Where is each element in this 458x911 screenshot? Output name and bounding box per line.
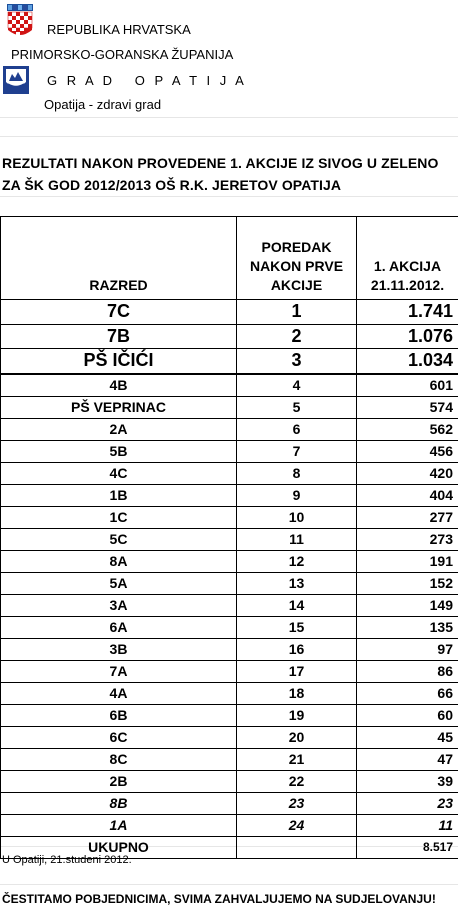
congratulations-note: ČESTITAMO POBJEDNICIMA, SVIMA ZAHVALJUJEMO NA SUDJELOVANJU! xyxy=(2,892,436,906)
table-row xyxy=(1,506,458,528)
column-header-razred: RAZRED xyxy=(1,217,237,300)
table-row xyxy=(1,814,458,836)
cell-akcija: 562 xyxy=(357,418,458,440)
cell-akcija: 456 xyxy=(357,440,458,462)
total-empty-cell xyxy=(237,836,357,858)
cell-poredak: 20 xyxy=(237,726,357,748)
table-header-row xyxy=(1,217,458,300)
cell-razred: 4A xyxy=(1,682,237,704)
cell-poredak: 19 xyxy=(237,704,357,726)
table-row xyxy=(1,770,458,792)
cell-poredak: 9 xyxy=(237,484,357,506)
cell-poredak: 21 xyxy=(237,748,357,770)
cell-akcija: 39 xyxy=(357,770,458,792)
cell-poredak: 10 xyxy=(237,506,357,528)
cell-razred: 8B xyxy=(1,792,237,814)
table-row xyxy=(1,528,458,550)
place-date: U Opatiji, 21.studeni 2012. xyxy=(2,854,132,866)
cell-akcija: 601 xyxy=(357,374,458,397)
croatia-coat-of-arms-icon xyxy=(7,4,33,38)
results-table xyxy=(0,216,458,859)
cell-akcija: 23 xyxy=(357,792,458,814)
table-row xyxy=(1,660,458,682)
cell-akcija: 191 xyxy=(357,550,458,572)
cell-akcija: 574 xyxy=(357,396,458,418)
header-county: PRIMORSKO-GORANSKA ŽUPANIJA xyxy=(11,47,234,62)
cell-poredak: 11 xyxy=(237,528,357,550)
column-header-poredak: POREDAK NAKON PRVE AKCIJE xyxy=(237,217,357,300)
table-row xyxy=(1,704,458,726)
title-line-1: REZULTATI NAKON PROVEDENE 1. AKCIJE IZ SIVOG U ZELENO xyxy=(2,155,439,171)
cell-poredak: 16 xyxy=(237,638,357,660)
cell-akcija: 47 xyxy=(357,748,458,770)
cell-razred: 6A xyxy=(1,616,237,638)
cell-razred: 6C xyxy=(1,726,237,748)
cell-razred: 4B xyxy=(1,374,237,397)
cell-poredak: 5 xyxy=(237,396,357,418)
table-row xyxy=(1,594,458,616)
cell-poredak: 12 xyxy=(237,550,357,572)
cell-poredak: 18 xyxy=(237,682,357,704)
cell-poredak: 6 xyxy=(237,418,357,440)
cell-poredak: 7 xyxy=(237,440,357,462)
cell-akcija: 1.034 xyxy=(357,349,458,374)
cell-poredak: 14 xyxy=(237,594,357,616)
cell-akcija: 60 xyxy=(357,704,458,726)
cell-poredak: 4 xyxy=(237,374,357,397)
cell-razred: PŠ IČIĆI xyxy=(1,349,237,374)
cell-poredak: 22 xyxy=(237,770,357,792)
cell-poredak: 15 xyxy=(237,616,357,638)
table-row xyxy=(1,418,458,440)
cell-poredak: 8 xyxy=(237,462,357,484)
table-row xyxy=(1,484,458,506)
table-row xyxy=(1,726,458,748)
table-row xyxy=(1,440,458,462)
table-row xyxy=(1,792,458,814)
header-city: G R A D O P A T I J A xyxy=(47,73,247,88)
table-row xyxy=(1,349,458,374)
total-value: 8.517 xyxy=(357,836,458,858)
cell-razred: 7B xyxy=(1,324,237,349)
cell-poredak: 23 xyxy=(237,792,357,814)
header-republic: REPUBLIKA HRVATSKA xyxy=(47,22,191,37)
cell-razred: 5B xyxy=(1,440,237,462)
column-header-akcija: 1. AKCIJA 21.11.2012. xyxy=(357,217,458,300)
cell-razred: 2B xyxy=(1,770,237,792)
cell-akcija: 1.741 xyxy=(357,300,458,325)
cell-poredak: 2 xyxy=(237,324,357,349)
cell-akcija: 97 xyxy=(357,638,458,660)
cell-akcija: 66 xyxy=(357,682,458,704)
cell-akcija: 149 xyxy=(357,594,458,616)
table-row xyxy=(1,462,458,484)
cell-razred: 1C xyxy=(1,506,237,528)
cell-razred: 5C xyxy=(1,528,237,550)
table-row xyxy=(1,638,458,660)
table-row xyxy=(1,616,458,638)
cell-poredak: 24 xyxy=(237,814,357,836)
table-row xyxy=(1,682,458,704)
cell-razred: 2A xyxy=(1,418,237,440)
cell-akcija: 404 xyxy=(357,484,458,506)
cell-poredak: 17 xyxy=(237,660,357,682)
cell-akcija: 420 xyxy=(357,462,458,484)
table-row xyxy=(1,300,458,325)
total-label: UKUPNO xyxy=(1,836,237,858)
cell-poredak: 13 xyxy=(237,572,357,594)
cell-razred: 4C xyxy=(1,462,237,484)
cell-akcija: 152 xyxy=(357,572,458,594)
opatija-city-logo-icon xyxy=(3,66,29,94)
cell-akcija: 45 xyxy=(357,726,458,748)
cell-razred: 7A xyxy=(1,660,237,682)
table-row xyxy=(1,324,458,349)
cell-akcija: 86 xyxy=(357,660,458,682)
cell-razred: 1A xyxy=(1,814,237,836)
cell-razred: 8C xyxy=(1,748,237,770)
cell-razred: 5A xyxy=(1,572,237,594)
cell-akcija: 11 xyxy=(357,814,458,836)
cell-razred: 8A xyxy=(1,550,237,572)
title-line-2: ZA ŠK GOD 2012/2013 OŠ R.K. JERETOV OPATIJA xyxy=(2,177,342,193)
cell-akcija: 277 xyxy=(357,506,458,528)
header-motto: Opatija - zdravi grad xyxy=(44,97,162,112)
cell-razred: 1B xyxy=(1,484,237,506)
table-row xyxy=(1,748,458,770)
cell-akcija: 135 xyxy=(357,616,458,638)
cell-poredak: 3 xyxy=(237,349,357,374)
cell-razred: 3A xyxy=(1,594,237,616)
cell-akcija: 1.076 xyxy=(357,324,458,349)
cell-akcija: 273 xyxy=(357,528,458,550)
table-row xyxy=(1,374,458,397)
table-row xyxy=(1,550,458,572)
cell-razred: 3B xyxy=(1,638,237,660)
cell-razred: 7C xyxy=(1,300,237,325)
table-row xyxy=(1,572,458,594)
cell-razred: PŠ VEPRINAC xyxy=(1,396,237,418)
cell-razred: 6B xyxy=(1,704,237,726)
cell-poredak: 1 xyxy=(237,300,357,325)
table-row xyxy=(1,396,458,418)
